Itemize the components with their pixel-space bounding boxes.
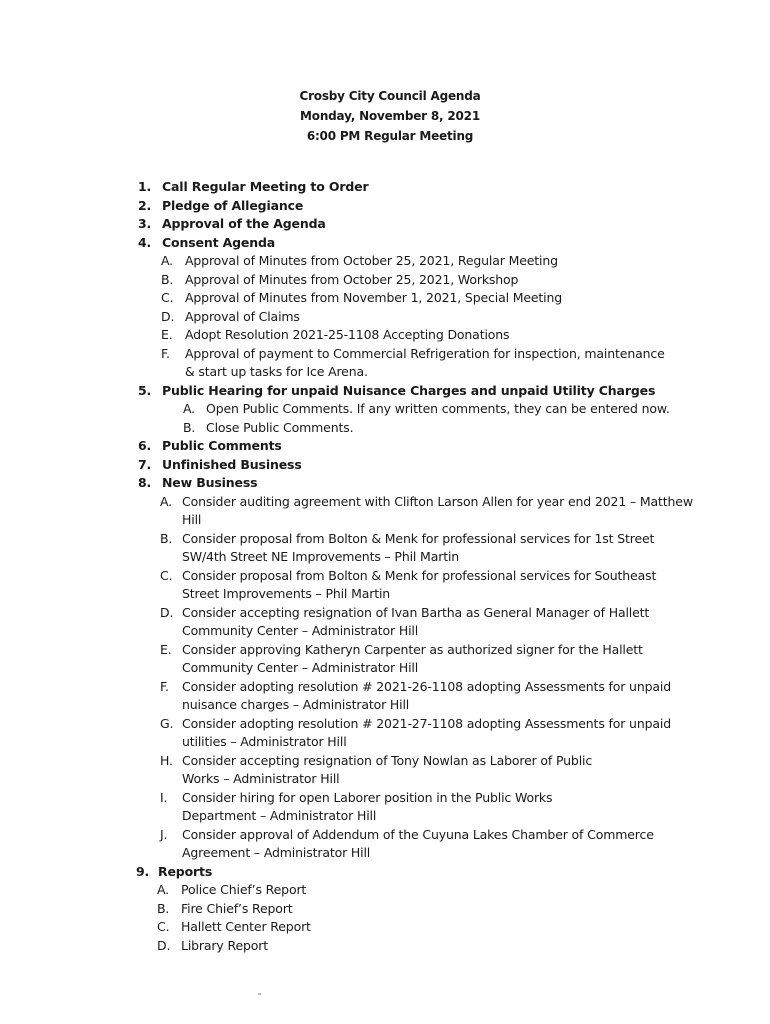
subitem — [0, 900, 770, 919]
subitem — [0, 752, 770, 789]
subitem-text: Consider adopting resolution # 2021-26-1108 adopting Assessments for unpaid nuisance charges – Administrator Hill — [182, 678, 672, 712]
item-number: 6. — [138, 438, 152, 453]
agenda-item-consent-agenda — [0, 234, 770, 253]
subitem — [0, 271, 770, 290]
subitem-letter: C. — [161, 290, 174, 305]
subitem — [0, 678, 770, 715]
agenda-item-call-to-order — [0, 178, 770, 197]
item-number: 2. — [138, 197, 152, 213]
subitem-text: Consider approving Katheryn Carpenter as authorized signer for the Hallett Community Center – Administrator Hill — [182, 641, 643, 675]
item-title: Public Hearing for unpaid Nuisance Charges and unpaid Utility Charges — [162, 382, 656, 398]
subitem-text: Consider accepting resignation of Ivan Bartha as General Manager of Hallett Community Center – Administrator Hill — [182, 604, 650, 638]
subitem-letter: B. — [160, 530, 173, 546]
subitem-text: Close Public Comments. — [206, 419, 354, 435]
subitem-letter: D. — [160, 604, 174, 620]
subitem — [0, 604, 770, 641]
subitem-text: Consider hiring for open Laborer position in the Public Works Department – Administrator Hill — [182, 789, 553, 823]
subitem — [0, 530, 770, 567]
subitem-letter: F. — [160, 678, 169, 694]
subitem-letter: A. — [160, 493, 173, 509]
subitem — [0, 308, 770, 327]
council-title: Crosby City Council Agenda — [299, 89, 481, 103]
subitem — [0, 326, 770, 345]
agenda-item-public-hearing — [0, 382, 770, 401]
subitem — [0, 493, 770, 530]
subitem — [0, 345, 770, 382]
agenda-item-pledge — [0, 197, 770, 216]
subitem-text: Hallett Center Report — [181, 919, 311, 934]
agenda-item-approval-of-agenda — [0, 215, 770, 234]
scan-speck — [258, 993, 261, 995]
item-number: 1. — [138, 179, 152, 194]
item-number: 5. — [138, 382, 152, 398]
subitem — [0, 567, 770, 604]
subitem — [0, 252, 770, 271]
item-number: 9. — [136, 863, 150, 879]
subitem-text: Consider accepting resignation of Tony Nowlan as Laborer of Public Works – Administrator Hill — [182, 752, 593, 786]
subitem-text: Open Public Comments. If any written comments, they can be entered now. — [206, 401, 670, 416]
subitem-letter: G. — [160, 715, 174, 731]
new-business-subitems — [0, 493, 770, 863]
meeting-date: Monday, November 8, 2021 — [300, 109, 480, 123]
subitem-letter: A. — [157, 882, 170, 897]
item-title: Call Regular Meeting to Order — [162, 179, 369, 194]
subitem-letter: A. — [161, 253, 174, 268]
item-number: 4. — [138, 234, 152, 250]
subitem-text: Library Report — [181, 937, 269, 953]
agenda-item-public-comments — [0, 437, 770, 456]
subitem-text: Consider adopting resolution # 2021-27-1108 adopting Assessments for unpaid utilities – Administrator Hill — [182, 715, 672, 749]
consent-agenda-subitems — [0, 252, 770, 382]
subitem-letter: A. — [183, 401, 196, 416]
subitem-text: Police Chief’s Report — [181, 882, 307, 897]
subitem-letter: I. — [160, 789, 168, 805]
subitem-text: Consider auditing agreement with Clifton Larson Allen for year end 2021 – Matthew Hill — [182, 493, 693, 527]
subitem-letter: E. — [161, 327, 173, 342]
subitem-letter: H. — [160, 752, 173, 768]
subitem — [0, 715, 770, 752]
agenda-header — [0, 86, 770, 146]
agenda-item-new-business — [0, 474, 770, 493]
subitem-text: Approval of Claims — [185, 308, 300, 324]
subitem-text: Consider approval of Addendum of the Cuyuna Lakes Chamber of Commerce Agreement – Administrator Hill — [182, 826, 654, 860]
item-title: Unfinished Business — [162, 456, 302, 472]
subitem — [0, 641, 770, 678]
subitem-text: Consider proposal from Bolton & Menk for professional services for 1st Street SW/4th Street NE Improvements – Phil Martin — [182, 530, 655, 564]
subitem — [0, 789, 770, 826]
subitem-letter: B. — [183, 419, 196, 435]
item-title: Reports — [158, 863, 213, 879]
subitem-letter: C. — [160, 567, 173, 583]
item-title: New Business — [162, 475, 258, 490]
subitem — [0, 826, 770, 863]
subitem — [0, 937, 770, 956]
subitem-letter: B. — [161, 271, 174, 287]
public-hearing-subitems — [0, 400, 770, 437]
subitem — [0, 289, 770, 308]
subitem-letter: E. — [160, 641, 172, 657]
subitem-text: Approval of Minutes from October 25, 2021, Regular Meeting — [185, 253, 558, 268]
subitem-letter: D. — [161, 308, 175, 324]
subitem — [0, 400, 770, 419]
item-number: 7. — [138, 456, 152, 472]
subitem-text: Adopt Resolution 2021-25-1108 Accepting Donations — [185, 327, 510, 342]
subitem-letter: F. — [161, 345, 170, 361]
subitem — [0, 881, 770, 900]
item-title: Approval of the Agenda — [162, 216, 326, 231]
subitem-text: Fire Chief’s Report — [181, 900, 293, 916]
item-title: Consent Agenda — [162, 234, 276, 250]
item-title: Pledge of Allegiance — [162, 197, 304, 213]
subitem — [0, 419, 770, 438]
item-number: 3. — [138, 216, 152, 231]
agenda-item-unfinished-business — [0, 456, 770, 475]
subitem-letter: J. — [160, 826, 168, 842]
agenda-item-reports — [0, 863, 770, 882]
subitem — [0, 918, 770, 937]
subitem-letter: C. — [157, 919, 170, 934]
meeting-time: 6:00 PM Regular Meeting — [306, 129, 474, 143]
reports-subitems — [0, 881, 770, 955]
item-title: Public Comments — [162, 438, 282, 453]
subitem-text: Approval of payment to Commercial Refrigeration for inspection, maintenance & start up tasks for Ice Arena. — [185, 345, 665, 379]
subitem-letter: B. — [157, 900, 170, 916]
subitem-text: Approval of Minutes from October 25, 2021, Workshop — [185, 271, 519, 287]
subitem-letter: D. — [157, 937, 171, 953]
subitem-text: Approval of Minutes from November 1, 2021, Special Meeting — [185, 290, 563, 305]
subitem-text: Consider proposal from Bolton & Menk for professional services for Southeast Street Improvements – Phil Martin — [182, 567, 657, 601]
agenda-list — [0, 178, 770, 955]
item-number: 8. — [138, 475, 152, 490]
